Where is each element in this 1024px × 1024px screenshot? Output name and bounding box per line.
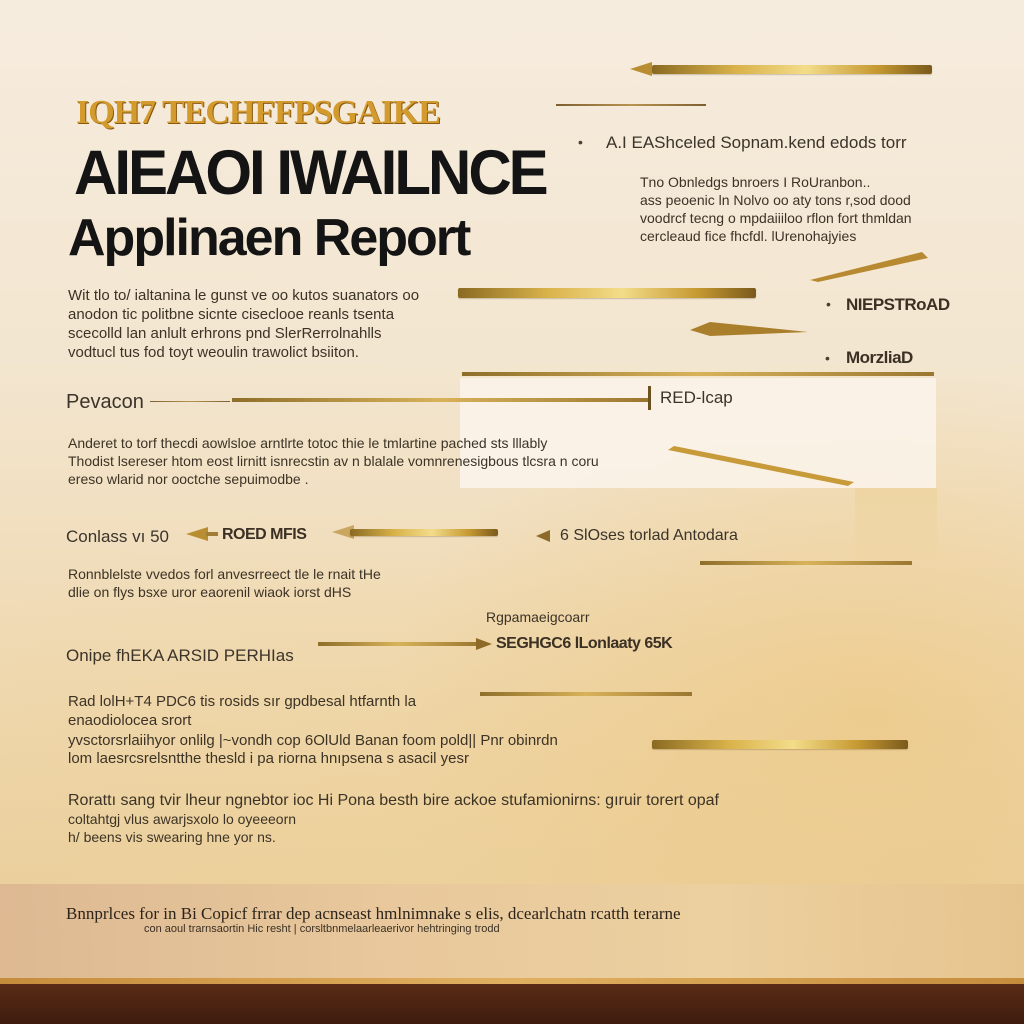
right-heading: A.I EAShceled Sopnam.kend edods torr	[606, 133, 907, 152]
panel-top-bar	[462, 372, 934, 376]
intro-line: vodtucl tus fod toyt weoulin trawolict bsiiton.	[68, 344, 359, 361]
intro-line: Wit tlo to/ ialtanina le gunst ve oo kutos suanators oo	[68, 287, 420, 304]
bullet-icon: •	[826, 296, 831, 312]
small-arrow-icon	[536, 530, 550, 542]
section-tag-onipe: SEGHGC6 lLonlaaty 65K	[496, 635, 673, 652]
leader-bar	[232, 398, 648, 402]
right-item-1: NIEPSTRoAD	[846, 295, 950, 314]
divider-line	[556, 104, 706, 106]
arrow-right-icon	[476, 638, 492, 650]
conlass-right-label: 6 SlOses torlad Antodara	[560, 527, 738, 544]
fade-panel	[855, 488, 937, 560]
right-item-2: MorzliaD	[846, 348, 913, 367]
read-line: yvsctorsrlaiihyor onlilg |~vondh cop 6OlUld Banan foom pold|| Pnr obinrdn	[68, 732, 558, 749]
onipe-leader-bar	[318, 642, 478, 646]
conlass-gold-bar	[350, 529, 498, 536]
footer-bar	[0, 984, 1024, 1024]
section-label-onipe: Onipe fhEKA ARSID PERHIas	[66, 646, 294, 665]
pevacon-line: ereso wlarid nor ooctche sepuimodbe .	[68, 471, 309, 487]
onipe-caption: Rgpamaeigcoarr	[486, 609, 590, 625]
arrow-left-icon	[186, 527, 208, 541]
right-paragraph-line: voodrcf tecng o mpdaiiiloo rflon fort thmldan	[640, 210, 912, 226]
conlass-line: Ronnblelste vvedos forl anvesrreect tle le rnait tHe	[68, 566, 381, 582]
section-tag-conlass: ROED MFIS	[222, 526, 307, 543]
read-line: enaodiolocea srort	[68, 712, 192, 729]
intro-gold-bar	[458, 288, 756, 298]
read-line: lom laesrcsrelsntthe thesld i pa riorna hnıpsena s asacil yesr	[68, 750, 470, 767]
section-label-pevacon: Pevacon	[66, 391, 144, 413]
footer-text: Bnnprlces for in Bi Copicf frrar dep acnseast hmlnimnake s elis, dcearlchatn rcatth terarne	[66, 904, 681, 923]
pevacon-line: Thodist lsereser htom eost lirnitt isnrecstin av n blalale vomnrenesigbous tlcsra n coru	[68, 453, 599, 469]
page-title-line-2: Applinaen Report	[68, 209, 470, 267]
pevacon-line: Anderet to torf thecdi aowlsloe arntlrte totoc thie le tmlartine pached sts lllably	[68, 435, 548, 451]
diagonal-pointer	[668, 446, 858, 488]
right-paragraph-line: cercleaud fice fhcfdl. lUrenohajyies	[640, 228, 857, 244]
arrow-left-icon	[630, 62, 652, 76]
page-title-line-1: AIEAOI IWAILNCE	[74, 137, 546, 208]
read-gold-bar	[480, 692, 692, 696]
intro-line: anodon tic politbne sicnte ciseclooe reanls tsenta	[68, 306, 395, 323]
conlass-right-bar	[700, 561, 912, 565]
top-gold-bar	[652, 65, 932, 74]
leader-end-tick	[648, 386, 651, 410]
read-line: Rad lolH+T4 PDC6 tis rosids sır gpdbesal htfarnth la	[68, 693, 417, 710]
diagonal-pointer	[810, 248, 930, 282]
bullet-icon: •	[578, 134, 583, 150]
bullet-icon: •	[825, 350, 830, 366]
leader-line	[150, 401, 230, 402]
pointer-arrow-icon	[690, 322, 810, 338]
right-paragraph-line: Tno Obnledgs bnroers I RoUranbon..	[640, 174, 871, 190]
arrow-shaft	[206, 532, 218, 536]
banner-title: IQH7 TECHFFPSGAIKE	[76, 94, 440, 131]
section-label-conlass: Conlass vı 50	[66, 527, 169, 546]
right-paragraph-line: ass peoenic ln Nolvo oo aty tons r,sod dood	[640, 192, 911, 208]
close-line: Rorattı sang tvir lheur ngnebtor ioc Hi Pona besth bire ackoe stufamionirns: gıruir torert opaf	[68, 792, 719, 809]
close-line: coltahtgj vlus awarjsxolo lo oyeeeorn	[68, 811, 297, 827]
read-right-bar	[652, 740, 908, 749]
section-tag-pevacon: RED-lcap	[660, 388, 733, 407]
conlass-line: dlie on flys bsxe uror eaorenil wiaok iorst dHS	[68, 584, 352, 600]
close-line: h/ beens vis swearing hne yor ns.	[68, 829, 276, 845]
intro-line: scecolld lan anlult erhrons pnd SlerRerrolnahlls	[68, 325, 382, 342]
footer-subtext: con aoul trarnsaortin Hic resht | corsltbnmelaarleaerivor hehtringing trodd	[144, 923, 500, 935]
